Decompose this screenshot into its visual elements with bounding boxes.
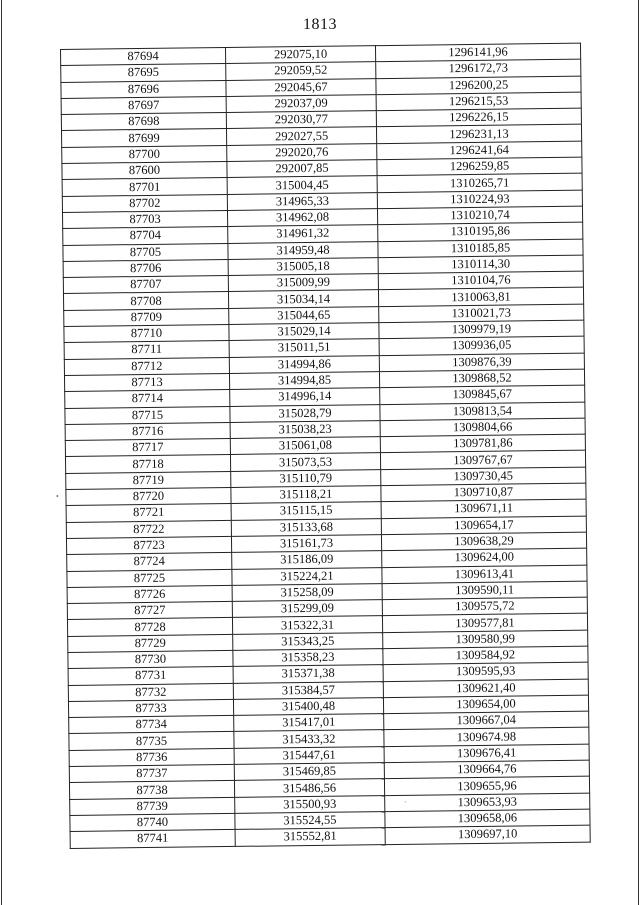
y-coordinate-cell: 1309621,40	[383, 679, 588, 698]
y-coordinate-cell: 1310114,30	[378, 255, 583, 274]
x-coordinate-cell: 314994,86	[229, 355, 379, 373]
x-coordinate-cell: 315011,51	[229, 339, 379, 357]
y-coordinate-cell: 1309595,93	[383, 662, 588, 681]
coordinates-table-body	[61, 43, 591, 848]
point-number-cell: 87702	[62, 194, 227, 212]
x-coordinate-cell: 315034,14	[228, 290, 378, 308]
point-number-cell: 87709	[64, 308, 229, 326]
point-number-cell: 87727	[67, 602, 232, 620]
point-number-cell: 87721	[66, 504, 231, 522]
scan-border-right	[638, 0, 639, 905]
y-coordinate-cell: 1296231,13	[376, 125, 581, 144]
x-coordinate-cell: 315073,53	[230, 453, 380, 471]
y-coordinate-cell: 1309655,96	[384, 776, 589, 795]
x-coordinate-cell: 314961,32	[228, 225, 378, 243]
y-coordinate-cell: 1310195,86	[378, 222, 583, 241]
y-coordinate-cell: 1309575,72	[382, 597, 587, 616]
y-coordinate-cell: 1309868,52	[379, 369, 584, 388]
x-coordinate-cell: 314996,14	[230, 388, 380, 406]
x-coordinate-cell: 314959,48	[228, 241, 378, 259]
x-coordinate-cell: 292075,10	[225, 46, 375, 64]
point-number-cell: 87730	[68, 650, 233, 668]
x-coordinate-cell: 315417,01	[234, 714, 384, 732]
y-coordinate-cell: 1309653,93	[385, 793, 590, 812]
y-coordinate-cell: 1309671,11	[381, 499, 586, 518]
y-coordinate-cell: 1296200,25	[376, 76, 581, 95]
y-coordinate-cell: 1310265,71	[377, 174, 582, 193]
point-number-cell: 87714	[65, 390, 230, 408]
x-coordinate-cell: 315061,08	[230, 437, 380, 455]
x-coordinate-cell: 315486,56	[234, 779, 384, 797]
point-number-cell: 87733	[68, 699, 233, 717]
y-coordinate-cell: 1310063,81	[378, 288, 583, 307]
y-coordinate-cell: 1296141,96	[375, 43, 580, 62]
y-coordinate-cell: 1309664,76	[384, 760, 589, 779]
point-number-cell: 87734	[69, 716, 234, 734]
y-coordinate-cell: 1309667,04	[384, 711, 589, 730]
x-coordinate-cell: 315004,45	[227, 176, 377, 194]
point-number-cell: 87694	[61, 47, 226, 65]
x-coordinate-cell: 292037,09	[226, 95, 376, 113]
y-coordinate-cell: 1309676,41	[384, 744, 589, 763]
y-coordinate-cell: 1309936,05	[379, 336, 584, 355]
x-coordinate-cell: 315500,93	[235, 795, 385, 813]
y-coordinate-cell: 1296215,53	[376, 92, 581, 111]
y-coordinate-cell: 1309638,29	[381, 532, 586, 551]
x-coordinate-cell: 315038,23	[230, 420, 380, 438]
y-coordinate-cell: 1296226,15	[376, 108, 581, 127]
point-number-cell: 87736	[69, 748, 234, 766]
point-number-cell: 87723	[66, 536, 231, 554]
x-coordinate-cell: 315029,14	[229, 323, 379, 341]
point-number-cell: 87724	[67, 553, 232, 571]
x-coordinate-cell: 315384,57	[233, 681, 383, 699]
y-coordinate-cell: 1296241,64	[377, 141, 582, 160]
y-coordinate-cell: 1309804,66	[380, 418, 585, 437]
point-number-cell: 87740	[70, 813, 235, 831]
y-coordinate-cell: 1309876,39	[379, 353, 584, 372]
point-number-cell: 87705	[63, 243, 228, 261]
y-coordinate-cell: 1309781,86	[380, 434, 585, 453]
point-number-cell: 87707	[63, 276, 228, 294]
y-coordinate-cell: 1309577,81	[382, 613, 587, 632]
x-coordinate-cell: 292045,67	[226, 78, 376, 96]
point-number-cell: 87713	[64, 373, 229, 391]
point-number-cell: 87719	[66, 471, 231, 489]
y-coordinate-cell: 1309813,54	[380, 402, 585, 421]
point-number-cell: 87729	[68, 634, 233, 652]
y-coordinate-cell: 1309845,67	[380, 385, 585, 404]
x-coordinate-cell: 315322,31	[232, 616, 382, 634]
y-coordinate-cell: 1309767,67	[380, 451, 585, 470]
x-coordinate-cell: 315161,73	[231, 535, 381, 553]
x-coordinate-cell: 315005,18	[228, 257, 378, 275]
point-number-cell: 87697	[61, 96, 226, 114]
point-number-cell: 87722	[66, 520, 231, 538]
x-coordinate-cell: 315371,38	[233, 665, 383, 683]
point-number-cell: 87735	[69, 732, 234, 750]
x-coordinate-cell: 315224,21	[232, 567, 382, 585]
x-coordinate-cell: 315044,65	[229, 306, 379, 324]
y-coordinate-cell: 1310224,93	[377, 190, 582, 209]
y-coordinate-cell: 1309710,87	[381, 483, 586, 502]
point-number-cell: 87715	[65, 406, 230, 424]
x-coordinate-cell: 315358,23	[233, 649, 383, 667]
y-coordinate-cell: 1309654,00	[383, 695, 588, 714]
x-coordinate-cell: 315524,55	[235, 812, 385, 830]
scan-border-left	[1, 0, 2, 905]
y-coordinate-cell: 1309613,41	[382, 565, 587, 584]
point-number-cell: 87712	[64, 357, 229, 375]
y-coordinate-cell: 1296259,85	[377, 157, 582, 176]
point-number-cell: 87726	[67, 585, 232, 603]
x-coordinate-cell: 315400,48	[233, 697, 383, 715]
point-number-cell: 87739	[70, 797, 235, 815]
point-number-cell: 87716	[65, 422, 230, 440]
point-number-cell: 87704	[63, 227, 228, 245]
point-number-cell: 87696	[61, 80, 226, 98]
point-number-cell: 87741	[70, 830, 235, 848]
x-coordinate-cell: 315133,68	[231, 518, 381, 536]
x-coordinate-cell: 315009,99	[228, 274, 378, 292]
y-coordinate-cell: 1309674.98	[384, 728, 589, 747]
point-number-cell: 87717	[65, 439, 230, 457]
x-coordinate-cell: 292020,76	[227, 143, 377, 161]
x-coordinate-cell: 292007,85	[227, 160, 377, 178]
point-number-cell: 87701	[62, 178, 227, 196]
x-coordinate-cell: 292059,52	[226, 62, 376, 80]
x-coordinate-cell: 315343,25	[233, 632, 383, 650]
x-coordinate-cell: 315118,21	[231, 486, 381, 504]
y-coordinate-cell: 1309590,11	[382, 581, 587, 600]
point-number-cell: 87600	[62, 162, 227, 180]
page-number: 1813	[303, 16, 337, 33]
y-coordinate-cell: 1310021,73	[379, 304, 584, 323]
x-coordinate-cell: 315028,79	[230, 404, 380, 422]
y-coordinate-cell: 1309580,99	[383, 630, 588, 649]
x-coordinate-cell: 315110,79	[231, 469, 381, 487]
x-coordinate-cell: 315115,15	[231, 502, 381, 520]
y-coordinate-cell: 1309697,10	[385, 825, 590, 844]
x-coordinate-cell: 315258,09	[232, 583, 382, 601]
point-number-cell: 87711	[64, 341, 229, 359]
x-coordinate-cell: 315447,61	[234, 746, 384, 764]
y-coordinate-cell: 1296172,73	[376, 59, 581, 78]
x-coordinate-cell: 315299,09	[232, 600, 382, 618]
point-number-cell: 87728	[67, 618, 232, 636]
point-number-cell: 87720	[66, 487, 231, 505]
x-coordinate-cell: 314962,08	[227, 209, 377, 227]
point-number-cell: 87737	[69, 764, 234, 782]
x-coordinate-cell: 315552,81	[235, 828, 385, 846]
y-coordinate-cell: 1309654,17	[381, 516, 586, 535]
scan-speck: `	[404, 800, 407, 809]
point-number-cell: 87732	[68, 683, 233, 701]
point-number-cell: 87708	[63, 292, 228, 310]
x-coordinate-cell: 292027,55	[226, 127, 376, 145]
y-coordinate-cell: 1309979,19	[379, 320, 584, 339]
point-number-cell: 87725	[67, 569, 232, 587]
point-number-cell: 87718	[65, 455, 230, 473]
point-number-cell: 87706	[63, 259, 228, 277]
y-coordinate-cell: 1310104,76	[378, 271, 583, 290]
y-coordinate-cell: 1309624,00	[382, 548, 587, 567]
x-coordinate-cell: 315186,09	[232, 551, 382, 569]
y-coordinate-cell: 1309584,92	[383, 646, 588, 665]
y-coordinate-cell: 1310185,85	[378, 239, 583, 258]
coordinates-table	[60, 43, 591, 849]
point-number-cell: 87710	[64, 325, 229, 343]
point-number-cell: 87699	[62, 129, 227, 147]
x-coordinate-cell: 314994,85	[229, 372, 379, 390]
y-coordinate-cell: 1310210,74	[377, 206, 582, 225]
point-number-cell: 87698	[61, 113, 226, 131]
scan-speck: •	[56, 492, 59, 501]
point-number-cell: 87731	[68, 667, 233, 685]
point-number-cell: 87700	[62, 145, 227, 163]
x-coordinate-cell: 292030,77	[226, 111, 376, 129]
x-coordinate-cell: 315469,85	[234, 763, 384, 781]
y-coordinate-cell: 1309658,06	[385, 809, 590, 828]
point-number-cell: 87703	[62, 210, 227, 228]
x-coordinate-cell: 315433,32	[234, 730, 384, 748]
y-coordinate-cell: 1309730,45	[381, 467, 586, 486]
x-coordinate-cell: 314965,33	[227, 192, 377, 210]
point-number-cell: 87695	[61, 64, 226, 82]
point-number-cell: 87738	[69, 781, 234, 799]
